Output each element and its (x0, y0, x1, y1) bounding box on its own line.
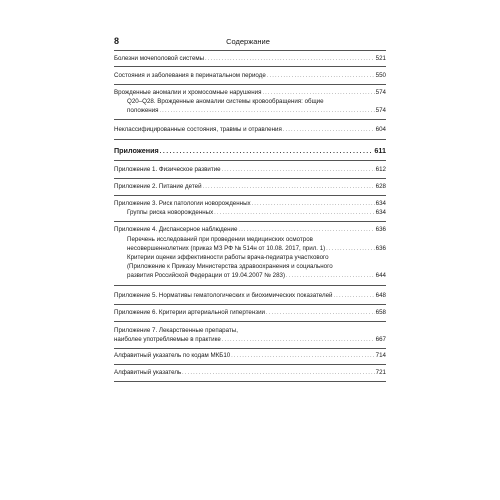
toc-entry-title: Состояния и заболевания в перинатальном периоде (114, 72, 266, 79)
toc-entry-page: 721 (375, 369, 386, 376)
dot-leader (222, 166, 375, 174)
toc-entry[interactable] (114, 126, 386, 134)
dot-leader (160, 107, 375, 115)
entry-divider (114, 221, 386, 222)
appendix-heading[interactable] (114, 147, 386, 156)
dot-leader (266, 309, 375, 317)
toc-entry-page: 574 (375, 89, 386, 96)
toc-entry[interactable] (114, 200, 386, 208)
toc-entry-page: 574 (375, 107, 386, 114)
toc-entry-title: наиболее употребляемые в практике (114, 336, 221, 343)
dot-leader (203, 183, 375, 191)
dot-leader (214, 209, 374, 217)
toc-subentry[interactable] (127, 245, 386, 253)
toc-entry-page: 628 (375, 183, 386, 190)
toc-entry-title: Приложение 2. Питание детей (114, 183, 202, 190)
toc-entry-title: Приложения (114, 146, 159, 155)
entry-divider (114, 304, 386, 305)
toc-entry-title: Алфавитный указатель по кодам МКБ10 (114, 352, 231, 359)
page-header (114, 36, 386, 50)
page-number: 8 (114, 36, 120, 46)
toc-entry-page: 634 (375, 209, 386, 216)
entry-divider (114, 321, 386, 322)
dot-leader (263, 89, 375, 97)
toc-entry-title: несовершеннолетних (приказ МЗ РФ № 514н от 10.08. 2017, прил. 1) (127, 245, 326, 252)
entry-divider (114, 66, 386, 67)
toc-entry[interactable] (114, 166, 386, 174)
toc-entry-page: 604 (375, 126, 386, 133)
toc-entry-page: 550 (375, 72, 386, 79)
toc-entry-title-line[interactable]: Приложение 7. Лекарственные препараты, (114, 327, 238, 334)
dot-leader (205, 55, 375, 63)
toc-entry[interactable] (114, 72, 386, 80)
entry-divider (114, 364, 386, 365)
toc-entry-title: Приложение 5. Нормативы гематологических и биохимических показателей (114, 292, 333, 299)
toc-subentry[interactable] (127, 209, 386, 217)
toc-entry-page: 611 (374, 146, 386, 155)
toc-entry-page: 636 (375, 226, 386, 233)
dot-leader (231, 352, 374, 360)
entry-divider (114, 195, 386, 196)
toc-subentry[interactable] (127, 107, 386, 115)
toc-entry[interactable] (114, 226, 386, 234)
toc-entry[interactable] (114, 89, 386, 97)
toc-entry-page: 667 (375, 336, 386, 343)
entry-divider (114, 84, 386, 85)
dot-leader (283, 126, 375, 134)
toc-entry-page: 714 (375, 352, 386, 359)
dot-leader (252, 200, 375, 208)
toc-subentry[interactable] (127, 272, 386, 280)
entry-divider (114, 285, 386, 286)
dot-leader (182, 369, 375, 377)
entry-divider (114, 178, 386, 179)
toc-entry-page: 636 (375, 245, 386, 252)
toc-entry-title: Приложение 1. Физическое развитие (114, 166, 221, 173)
toc-entry-page: 612 (375, 166, 386, 173)
toc-entry-title: Алфавитный указатель (114, 369, 182, 376)
toc-entry-title: Приложение 3. Риск патологии новорожденных (114, 200, 251, 207)
header-rule (114, 50, 386, 51)
toc-entry-title: Болезни мочеполовой системы (114, 55, 205, 62)
toc-entry-title: развития Российской Федерации от 19.04.2007 № 283) (127, 272, 286, 279)
dot-leader (286, 272, 375, 280)
dot-leader (160, 148, 374, 156)
running-title: Содержание (226, 37, 270, 46)
toc-entry-title: Группы риска новорожденных (127, 209, 214, 216)
entry-divider (114, 160, 386, 161)
toc-entry[interactable] (114, 352, 386, 360)
toc-entry[interactable] (114, 369, 386, 377)
dot-leader (238, 226, 374, 234)
toc-entry-page: 648 (375, 292, 386, 299)
toc-subentry-title-line[interactable]: (Приложение к Приказу Министерства здравоохранения и социального (127, 263, 333, 270)
toc-entry-title: Приложение 6. Критерии артериальной гипертензии (114, 309, 266, 316)
toc-subentry-title-line[interactable]: Критерии оценки эффективности работы врача-педиатра участкового (127, 254, 329, 261)
toc-entry-title: Врожденные аномалии и хромосомные нарушения (114, 89, 262, 96)
entry-divider (114, 348, 386, 349)
toc-entry[interactable] (114, 336, 386, 344)
toc-subentry-title-line[interactable]: Перечень исследований при проведении медицинских осмотров (127, 236, 313, 243)
toc-entry[interactable] (114, 55, 386, 63)
dot-leader (334, 292, 375, 300)
entry-divider (114, 381, 386, 382)
toc-subentry-title-line[interactable]: Q20–Q28. Врожденные аномалии системы кровообращения: общие (127, 98, 324, 105)
toc-entry[interactable] (114, 183, 386, 191)
toc-entry-title: Неклассифицированные состояния, травмы и отравления (114, 126, 282, 133)
dot-leader (222, 336, 375, 344)
toc-entry-title: Приложение 4. Диспансерное наблюдение (114, 226, 238, 233)
dot-leader (267, 72, 375, 80)
dot-leader (326, 245, 374, 253)
entry-divider (114, 119, 386, 120)
toc-entry[interactable] (114, 309, 386, 317)
toc-entry-page: 644 (375, 272, 386, 279)
toc-entry-page: 634 (375, 200, 386, 207)
toc-entry-page: 658 (375, 309, 386, 316)
toc-entry[interactable] (114, 292, 386, 300)
entry-divider (114, 139, 386, 140)
toc-entry-title: положения (127, 107, 159, 114)
toc-entry-page: 521 (375, 55, 386, 62)
